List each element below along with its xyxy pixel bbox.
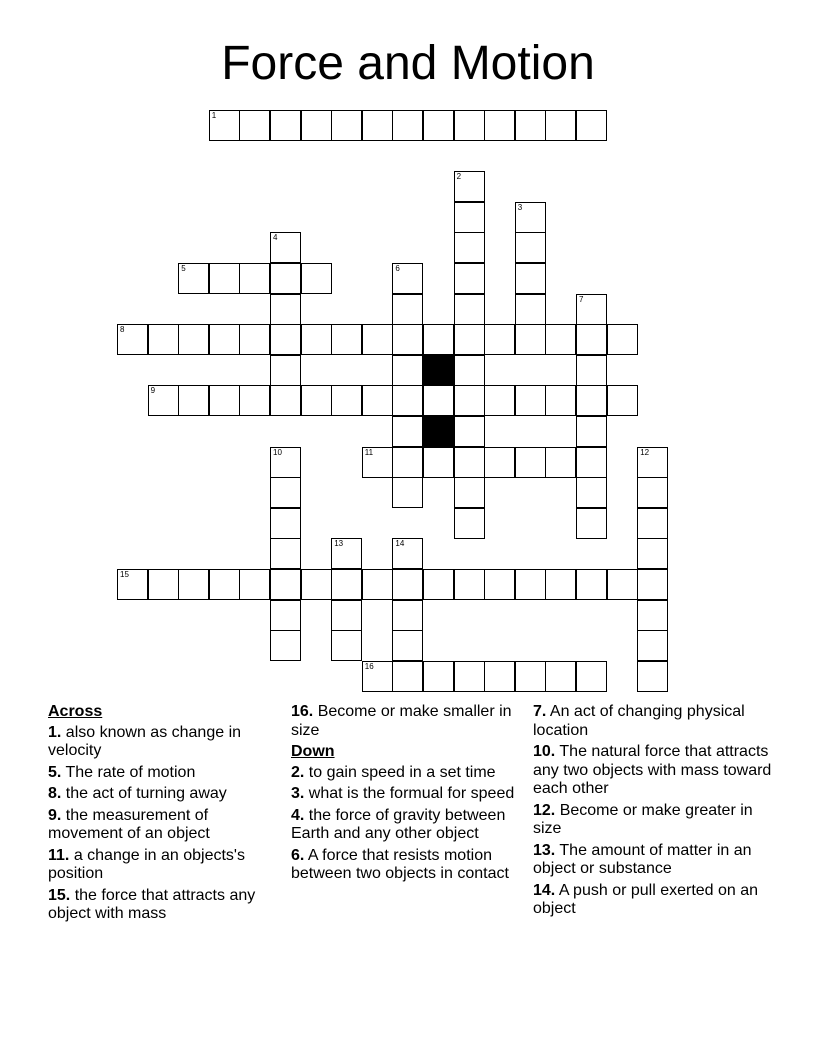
grid-cell[interactable] [209, 110, 240, 141]
grid-cell[interactable] [392, 477, 423, 508]
grid-cell[interactable] [576, 294, 607, 325]
grid-cell[interactable] [423, 569, 454, 600]
clue-number: 12 [640, 447, 650, 457]
clue-number: 10 [273, 447, 282, 457]
grid-cell[interactable] [270, 508, 301, 539]
grid-cell[interactable] [331, 600, 362, 631]
grid-cell[interactable] [209, 263, 240, 294]
grid-cell[interactable] [239, 569, 270, 600]
grid-cell[interactable] [454, 569, 485, 600]
clue-number: 13 [334, 539, 344, 549]
grid-cell[interactable] [270, 355, 301, 386]
grid-cell[interactable] [484, 385, 515, 416]
clue-column-3 [533, 703, 773, 922]
grid-cell[interactable] [270, 630, 301, 661]
grid-cell[interactable] [545, 385, 576, 416]
grid-cell[interactable] [515, 324, 546, 355]
grid-cell[interactable] [454, 447, 485, 478]
clue-across-16: 16. Become or make smaller in size [291, 703, 512, 739]
grid-cell[interactable] [484, 110, 515, 141]
grid-cell[interactable] [576, 508, 607, 539]
grid-cell[interactable] [301, 385, 332, 416]
clue-down-3: 3. what is the formual for speed [291, 785, 515, 802]
grid-cell[interactable] [515, 232, 546, 263]
grid-cell[interactable] [178, 569, 209, 600]
grid-cell[interactable] [270, 538, 301, 569]
grid-cell[interactable] [331, 538, 362, 569]
clue-column-1 [48, 703, 278, 927]
grid-cell[interactable] [454, 232, 485, 263]
grid-cell[interactable] [545, 110, 576, 141]
grid-cell[interactable] [270, 263, 301, 294]
grid-cell[interactable] [392, 447, 423, 478]
grid-cell[interactable] [209, 569, 240, 600]
grid-cell[interactable] [545, 569, 576, 600]
grid-cell[interactable] [301, 263, 332, 294]
grid-cell[interactable] [270, 600, 301, 631]
grid-cell[interactable] [362, 385, 393, 416]
grid-cell[interactable] [270, 569, 301, 600]
grid-block [423, 355, 454, 386]
grid-cell[interactable] [270, 294, 301, 325]
clue-down-6: 6. A force that resists motion between two objects in contact [291, 846, 509, 882]
grid-cell[interactable] [515, 447, 546, 478]
grid-cell[interactable] [637, 630, 668, 661]
grid-cell[interactable] [484, 661, 515, 692]
clue-number: 2 [456, 172, 462, 182]
grid-cell[interactable] [362, 569, 393, 600]
grid-cell[interactable] [576, 569, 607, 600]
grid-cell[interactable] [423, 110, 454, 141]
clue-number: 3 [517, 202, 523, 212]
grid-cell[interactable] [270, 110, 301, 141]
grid-cell[interactable] [239, 385, 270, 416]
grid-cell[interactable] [392, 416, 423, 447]
grid-cell[interactable] [270, 447, 301, 478]
grid-cell[interactable] [392, 661, 423, 692]
clue-number: 16 [364, 661, 374, 671]
grid-cell[interactable] [362, 661, 393, 692]
grid-cell[interactable] [637, 447, 668, 478]
clue-down-13: 13. The amount of matter in an object or substance [533, 841, 752, 877]
grid-cell[interactable] [515, 661, 546, 692]
grid-cell[interactable] [576, 477, 607, 508]
clue-down-14: 14. A push or pull exerted on an object [533, 881, 759, 917]
grid-cell[interactable] [454, 385, 485, 416]
grid-cell[interactable] [178, 385, 209, 416]
grid-cell[interactable] [545, 324, 576, 355]
grid-cell[interactable] [423, 447, 454, 478]
grid-cell[interactable] [362, 324, 393, 355]
grid-cell[interactable] [637, 477, 668, 508]
grid-cell[interactable] [454, 661, 485, 692]
grid-cell[interactable] [331, 630, 362, 661]
grid-cell[interactable] [117, 324, 148, 355]
grid-cell[interactable] [392, 538, 423, 569]
grid-cell[interactable] [239, 110, 270, 141]
grid-cell[interactable] [392, 355, 423, 386]
grid-cell[interactable] [301, 110, 332, 141]
grid-cell[interactable] [454, 202, 485, 233]
grid-cell[interactable] [637, 508, 668, 539]
puzzle-title: Force and Motion [221, 37, 595, 90]
grid-cell[interactable] [484, 447, 515, 478]
grid-cell[interactable] [392, 569, 423, 600]
grid-cell[interactable] [576, 416, 607, 447]
grid-cell[interactable] [239, 324, 270, 355]
clue-number: 7 [579, 294, 584, 304]
grid-cell[interactable] [148, 569, 179, 600]
clue-number: 6 [395, 264, 400, 273]
grid-cell[interactable] [270, 232, 301, 263]
grid-cell[interactable] [576, 447, 607, 478]
grid-cell[interactable] [392, 110, 423, 141]
grid-cell[interactable] [515, 110, 546, 141]
clue-across-8: 8. the act of turning away [48, 785, 227, 802]
clue-down-10: 10. The natural force that attracts any two objects with mass toward each other [533, 743, 772, 797]
grid-cell[interactable] [454, 171, 485, 202]
grid-cell[interactable] [637, 661, 668, 692]
grid-cell[interactable] [301, 569, 332, 600]
grid-cell[interactable] [423, 661, 454, 692]
grid-cell[interactable] [148, 324, 179, 355]
grid-block [423, 416, 454, 447]
grid-cell[interactable] [545, 447, 576, 478]
clue-number: 8 [120, 325, 125, 335]
grid-cell[interactable] [607, 385, 638, 416]
across-heading: Across [48, 703, 103, 720]
grid-cell[interactable] [423, 324, 454, 355]
down-heading: Down [291, 743, 335, 760]
grid-cell[interactable] [454, 355, 485, 386]
grid-cell[interactable] [148, 385, 179, 416]
clue-across-5: 5. The rate of motion [48, 763, 196, 781]
clue-down-2: 2. to gain speed in a set time [291, 763, 496, 781]
clue-number: 5 [181, 264, 186, 273]
clue-down-12: 12. Become or make greater in size [533, 801, 753, 837]
grid-cell[interactable] [576, 110, 607, 141]
grid-cell[interactable] [270, 477, 301, 508]
grid-cell[interactable] [392, 294, 423, 325]
grid-cell[interactable] [178, 263, 209, 294]
grid-cell[interactable] [576, 385, 607, 416]
grid-cell[interactable] [209, 385, 240, 416]
grid-cell[interactable] [637, 569, 668, 600]
grid-cell[interactable] [331, 110, 362, 141]
grid-cell[interactable] [209, 324, 240, 355]
grid-cell[interactable] [331, 385, 362, 416]
grid-cell[interactable] [545, 661, 576, 692]
grid-cell[interactable] [392, 385, 423, 416]
grid-cell[interactable] [454, 294, 485, 325]
grid-cell[interactable] [454, 416, 485, 447]
grid-cell[interactable] [576, 324, 607, 355]
clue-across-1: 1. also known as change in velocity [48, 723, 242, 759]
grid-cell[interactable] [454, 110, 485, 141]
grid-cell[interactable] [515, 294, 546, 325]
clue-column-2 [291, 703, 526, 887]
grid-cell[interactable] [576, 355, 607, 386]
grid-cell[interactable] [362, 447, 393, 478]
grid-cell[interactable] [392, 630, 423, 661]
grid-cell[interactable] [637, 538, 668, 569]
clue-number: 9 [150, 386, 156, 396]
grid-cell[interactable] [239, 263, 270, 294]
grid-cell[interactable] [392, 263, 423, 294]
grid-cell[interactable] [484, 569, 515, 600]
grid-cell[interactable] [515, 385, 546, 416]
grid-cell[interactable] [515, 569, 546, 600]
clue-across-9: 9. the measurement of movement of an object [48, 806, 210, 842]
grid-cell[interactable] [515, 202, 546, 233]
grid-cell[interactable] [178, 324, 209, 355]
grid-cell[interactable] [454, 508, 485, 539]
clue-down-7: 7. An act of changing physical location [533, 703, 745, 739]
grid-cell[interactable] [607, 569, 638, 600]
clue-number: 1 [211, 111, 217, 120]
grid-cell[interactable] [515, 263, 546, 294]
grid-cell[interactable] [392, 600, 423, 631]
grid-cell[interactable] [270, 385, 301, 416]
grid-cell[interactable] [331, 569, 362, 600]
grid-cell[interactable] [454, 477, 485, 508]
grid-cell[interactable] [301, 324, 332, 355]
grid-cell[interactable] [423, 385, 454, 416]
clue-number: 15 [120, 570, 129, 579]
clue-number: 11 [364, 447, 374, 457]
grid-cell[interactable] [454, 263, 485, 294]
grid-cell[interactable] [637, 600, 668, 631]
grid-cell[interactable] [392, 324, 423, 355]
clue-down-4: 4. the force of gravity between Earth and any other object [291, 806, 506, 842]
grid-cell[interactable] [331, 324, 362, 355]
grid-cell[interactable] [117, 569, 148, 600]
clue-across-11: 11. a change in an objects's position [48, 846, 245, 882]
clue-number: 14 [395, 539, 405, 549]
grid-cell[interactable] [607, 324, 638, 355]
grid-cell[interactable] [362, 110, 393, 141]
grid-cell[interactable] [484, 324, 515, 355]
clue-number: 4 [273, 233, 278, 243]
grid-cell[interactable] [576, 661, 607, 692]
clue-across-15: 15. the force that attracts any object with mass [48, 886, 256, 922]
grid-cell[interactable] [270, 324, 301, 355]
grid-cell[interactable] [454, 324, 485, 355]
